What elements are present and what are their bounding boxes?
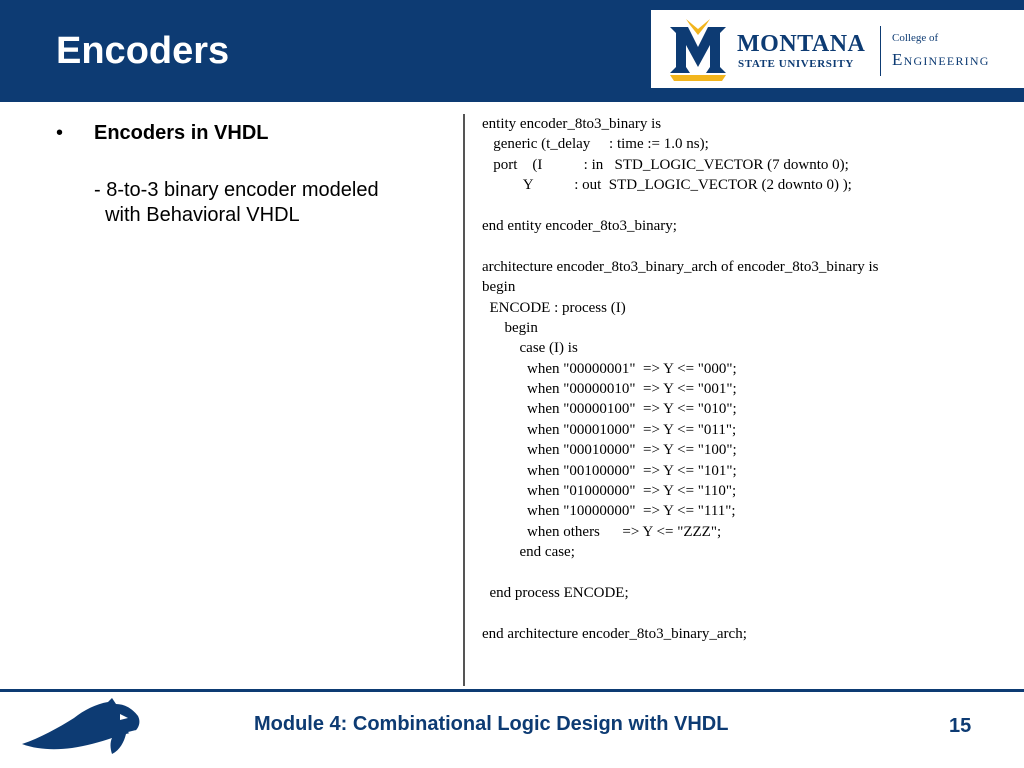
page-number: 15	[949, 715, 972, 737]
code-line: when "01000000" => Y <= "110";	[482, 483, 737, 500]
bullet-subtext	[94, 178, 454, 228]
code-line: when "00010000" => Y <= "100";	[482, 442, 737, 459]
code-line: begin	[482, 319, 538, 336]
logo-montana-text: MONTANA	[737, 31, 866, 57]
code-line: ENCODE : process (I)	[482, 299, 626, 316]
code-line: architecture encoder_8to3_binary_arch of encoder_8to3_binary is	[482, 258, 879, 275]
code-line	[482, 603, 1002, 623]
code-line: when "00000100" => Y <= "010";	[482, 401, 737, 418]
montana-m-icon	[666, 19, 730, 81]
code-line: end entity encoder_8to3_binary;	[482, 217, 677, 234]
code-line: when "00001000" => Y <= "011";	[482, 421, 737, 438]
code-line: generic (t_delay : time := 1.0 ns);	[482, 136, 709, 153]
code-line: end architecture encoder_8to3_binary_arch;	[482, 625, 747, 642]
footer-rule	[0, 689, 1024, 692]
footer-title: Module 4: Combinational Logic Design with VHDL	[254, 713, 729, 735]
vhdl-code-block	[482, 114, 1002, 644]
university-logo	[651, 10, 1024, 88]
slide-title: Encoders	[56, 30, 230, 72]
code-line: port (I : in STD_LOGIC_VECTOR (7 downto 0);	[482, 156, 849, 173]
header-bar	[0, 0, 1024, 102]
column-divider	[463, 114, 465, 686]
code-line: case (I) is	[482, 340, 578, 357]
bullet-subtext-line: - 8-to-3 binary encoder modeled	[94, 179, 379, 201]
code-line: when "00000001" => Y <= "000";	[482, 360, 737, 377]
code-line: when others => Y <= "ZZZ";	[482, 523, 722, 540]
code-line: entity encoder_8to3_binary is	[482, 116, 662, 132]
code-line: when "10000000" => Y <= "111";	[482, 503, 736, 520]
code-line: Y : out STD_LOGIC_VECTOR (2 downto 0) );	[482, 177, 852, 194]
code-line	[482, 563, 1002, 583]
logo-state-university-text: STATE UNIVERSITY	[738, 58, 854, 70]
code-line: begin	[482, 279, 516, 296]
code-line: end process ENCODE;	[482, 584, 629, 601]
logo-college-of-text: College of	[892, 32, 939, 44]
code-line	[482, 196, 1002, 216]
code-line: end case;	[482, 544, 575, 561]
bullet-subtext-line: with Behavioral VHDL	[94, 204, 300, 226]
logo-engineering-text: Engineering	[892, 50, 990, 69]
code-line	[482, 236, 1002, 256]
code-line: when "00000010" => Y <= "001";	[482, 381, 737, 398]
bullet-heading: Encoders in VHDL	[94, 122, 269, 144]
bobcat-icon	[20, 698, 142, 756]
logo-divider	[880, 26, 881, 76]
code-line: when "00100000" => Y <= "101";	[482, 462, 737, 479]
bullet-marker: •	[56, 122, 64, 144]
